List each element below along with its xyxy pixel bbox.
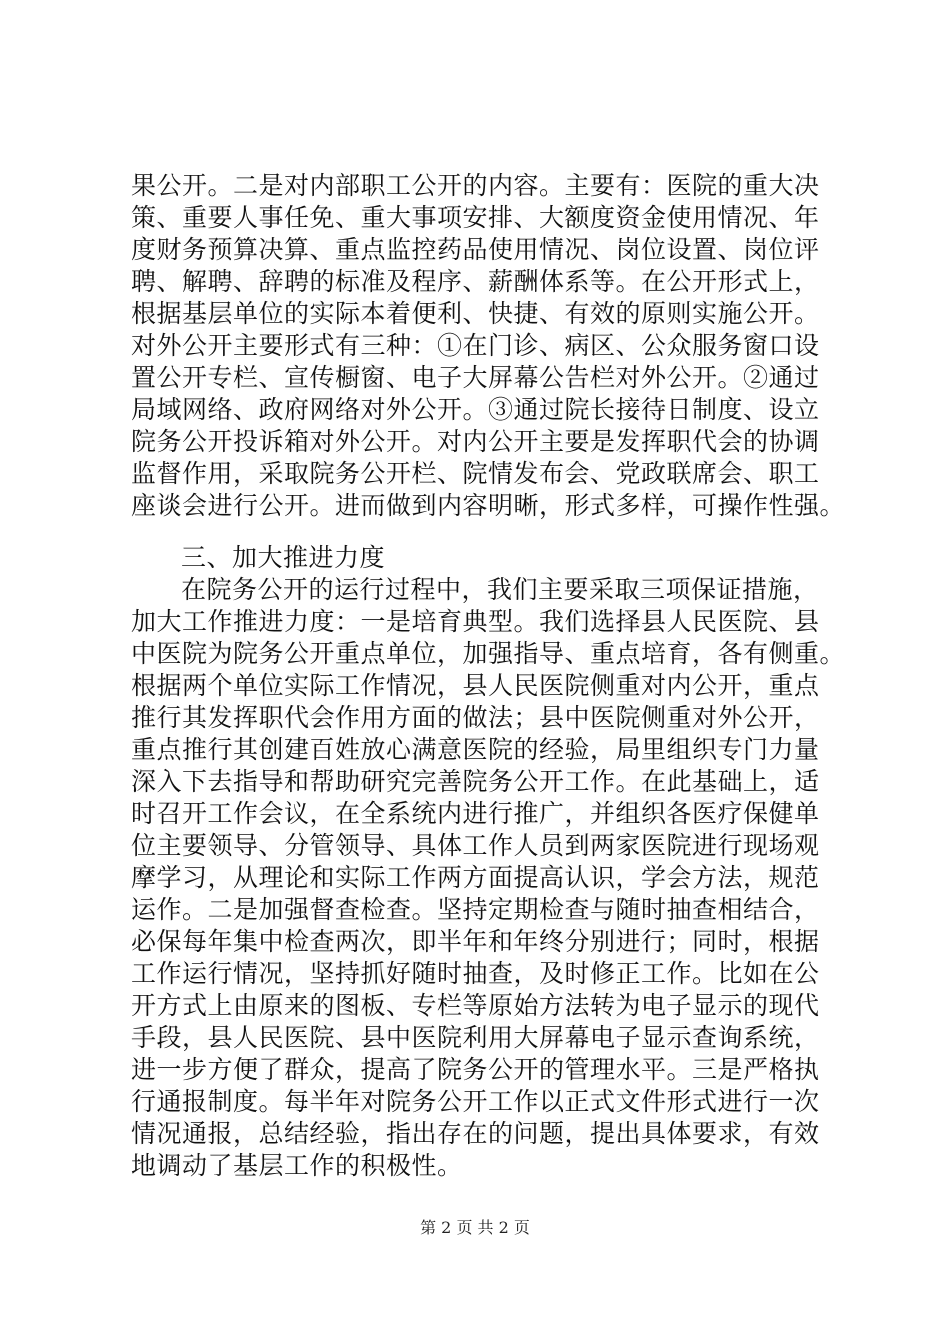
paragraph-line: 地调动了基层工作的积极性。 [131, 1151, 463, 1180]
paragraph-line: 监督作用，采取院务公开栏、院情发布会、党政联席会、职工 [131, 459, 820, 488]
paragraph-line: 聘、解聘、辞聘的标准及程序、薪酬体系等。在公开形式上， [131, 267, 820, 296]
paragraph-line: 行通报制度。每半年对院务公开工作以正式文件形式进行一次 [131, 1087, 820, 1116]
paragraph-line: 中医院为院务公开重点单位，加强指导、重点培育，各有侧重。 [131, 639, 846, 668]
paragraph-line: 必保每年集中检查两次，即半年和年终分别进行；同时，根据 [131, 927, 820, 956]
paragraph-line: 手段，县人民医院、县中医院利用大屏幕电子显示查询系统， [131, 1023, 820, 1052]
paragraph-line: 加大工作推进力度：一是培育典型。我们选择县人民医院、县 [131, 607, 820, 636]
paragraph-line: 根据基层单位的实际本着便利、快捷、有效的原则实施公开。 [131, 299, 820, 328]
paragraph-line: 情况通报，总结经验，指出存在的问题，提出具体要求，有效 [131, 1119, 820, 1148]
paragraph-line: 深入下去指导和帮助研究完善院务公开工作。在此基础上，适 [131, 767, 820, 796]
paragraph-line: 运作。二是加强督查检查。坚持定期检查与随时抽查相结合， [131, 895, 820, 924]
paragraph-line: 推行其发挥职代会作用方面的做法；县中医院侧重对外公开， [131, 703, 820, 732]
paragraph-line: 开方式上由原来的图板、专栏等原始方法转为电子显示的现代 [131, 991, 820, 1020]
paragraph-line: 位主要领导、分管领导、具体工作人员到两家医院进行现场观 [131, 831, 820, 860]
paragraph-line: 对外公开主要形式有三种：①在门诊、病区、公众服务窗口设 [131, 331, 820, 360]
paragraph-line: 局域网络、政府网络对外公开。③通过院长接待日制度、设立 [131, 395, 820, 424]
paragraph-line: 果公开。二是对内部职工公开的内容。主要有：医院的重大决 [131, 171, 820, 200]
paragraph-line: 座谈会进行公开。进而做到内容明晰，形式多样，可操作性强。 [131, 491, 846, 520]
paragraph-line: 重点推行其创建百姓放心满意医院的经验，局里组织专门力量 [131, 735, 820, 764]
section-heading: 三、加大推进力度 [181, 543, 386, 572]
paragraph-line: 置公开专栏、宣传橱窗、电子大屏幕公告栏对外公开。②通过 [131, 363, 820, 392]
paragraph-line: 院务公开投诉箱对外公开。对内公开主要是发挥职代会的协调 [131, 427, 820, 456]
paragraph-line: 工作运行情况，坚持抓好随时抽查，及时修正工作。比如在公 [131, 959, 820, 988]
paragraph-line: 根据两个单位实际工作情况，县人民医院侧重对内公开，重点 [131, 671, 820, 700]
paragraph-line: 策、重要人事任免、重大事项安排、大额度资金使用情况、年 [131, 203, 820, 232]
paragraph-line: 度财务预算决算、重点监控药品使用情况、岗位设置、岗位评 [131, 235, 820, 264]
paragraph-line: 摩学习，从理论和实际工作两方面提高认识，学会方法，规范 [131, 863, 820, 892]
paragraph-line: 进一步方便了群众，提高了院务公开的管理水平。三是严格执 [131, 1055, 820, 1084]
paragraph-line: 时召开工作会议，在全系统内进行推广，并组织各医疗保健单 [131, 799, 820, 828]
page-number-footer: 第 2 页 共 2 页 [420, 1218, 530, 1237]
paragraph-line: 在院务公开的运行过程中，我们主要采取三项保证措施， [181, 575, 819, 604]
